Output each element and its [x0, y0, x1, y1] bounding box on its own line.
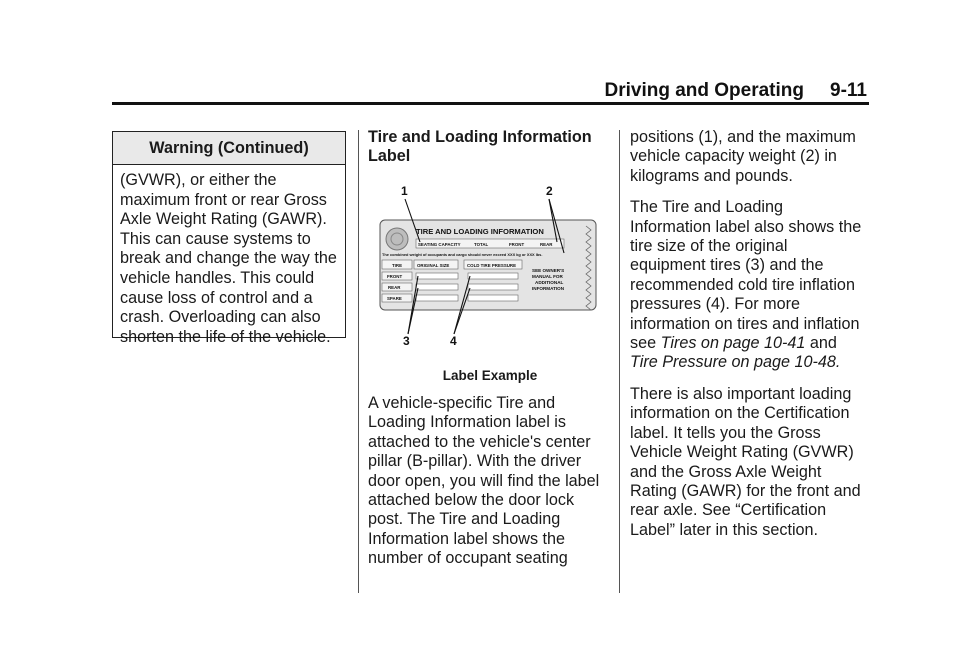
- front-text: FRONT: [509, 242, 525, 247]
- label-title: TIRE AND LOADING INFORMATION: [416, 227, 544, 236]
- seating-capacity-text: SEATING CAPACITY: [418, 242, 461, 247]
- warning-box: [112, 131, 346, 346]
- callout-2: 2: [546, 184, 553, 198]
- seal-icon: [386, 228, 408, 250]
- right-column: [630, 128, 862, 552]
- size-field-front: [416, 273, 458, 279]
- information-text: INFORMATION: [532, 286, 565, 291]
- tire-pressure-page-reference: Tire Pressure on page 10-48.: [630, 353, 841, 372]
- right-paragraph-3: There is also important loading information on the Certification label. It tells you the Gross Vehicle Weight Rating (GVWR) and the Gross Axle Weight Rating (GAWR) for the front and rear axle. See “Certification Label” later in this section.: [630, 384, 861, 539]
- rear-text: REAR: [540, 242, 553, 247]
- right-paragraph-2: [630, 198, 862, 373]
- section-heading: Tire and Loading Information Label: [368, 128, 592, 166]
- tires-page-reference: Tires on page 10-41: [660, 334, 806, 353]
- right-paragraph-2-text-a: The Tire and Loading Information label also shows the tire size of the original equipment tires (3) and the recommended cold tire inflation pressures (4). For more information on tires and inflation see: [630, 198, 862, 353]
- col-cold-pressure-text: COLD TIRE PRESSURE: [467, 263, 517, 268]
- section-title: Driving and Operating: [604, 80, 805, 101]
- warning-body: (GVWR), or either the maximum front or rear Gross Axle Weight Rating (GAWR). This can cause systems to break and change the way the vehicle handles. This could cause loss of control and a crash. Overloading can also shorten the life of the vehicle.: [120, 171, 337, 346]
- row-front-text: FRONT: [387, 274, 403, 279]
- col-original-size-text: ORIGINAL SIZE: [417, 263, 450, 268]
- row-spare-text: SPARE: [387, 296, 402, 301]
- tire-label-figure: [368, 178, 612, 348]
- pressure-field-front: [468, 273, 518, 279]
- middle-column-body: [368, 394, 608, 581]
- column-divider-right: [619, 130, 620, 593]
- pressure-field-rear: [468, 284, 518, 290]
- pressure-field-spare: [468, 295, 518, 301]
- callout-3: 3: [403, 334, 410, 348]
- warning-title: Warning (Continued): [113, 132, 345, 165]
- column-divider-left: [358, 130, 359, 593]
- additional-text: ADDITIONAL: [535, 280, 564, 285]
- right-paragraph-2-text-b: and: [805, 334, 837, 353]
- see-owners-text: SEE OWNER'S: [532, 268, 565, 273]
- header-rule: [112, 102, 869, 105]
- col-tire-text: TIRE: [392, 263, 403, 268]
- combined-weight-text: The combined weight of occupants and cargo should never exceed XXX kg or XXX lbs.: [382, 252, 543, 257]
- manual-for-text: MANUAL FOR: [532, 274, 563, 279]
- total-text: TOTAL: [474, 242, 489, 247]
- right-paragraph-1: positions (1), and the maximum vehicle capacity weight (2) in kilograms and pounds.: [630, 128, 856, 185]
- callout-1: 1: [401, 184, 408, 198]
- running-header: [604, 80, 867, 102]
- callout-4: 4: [450, 334, 457, 348]
- middle-column-top: [368, 128, 608, 167]
- page-number: 9-11: [830, 80, 867, 101]
- size-field-rear: [416, 284, 458, 290]
- figure-caption: Label Example: [442, 368, 538, 383]
- row-rear-text: REAR: [388, 285, 401, 290]
- middle-paragraph: A vehicle-specific Tire and Loading Information label is attached to the vehicle's center pillar (B-pillar). With the driver door open, you will find the label attached below the door lock post. The Tire and Loading Information label shows the number of occupant seating: [368, 394, 600, 568]
- size-field-spare: [416, 295, 458, 301]
